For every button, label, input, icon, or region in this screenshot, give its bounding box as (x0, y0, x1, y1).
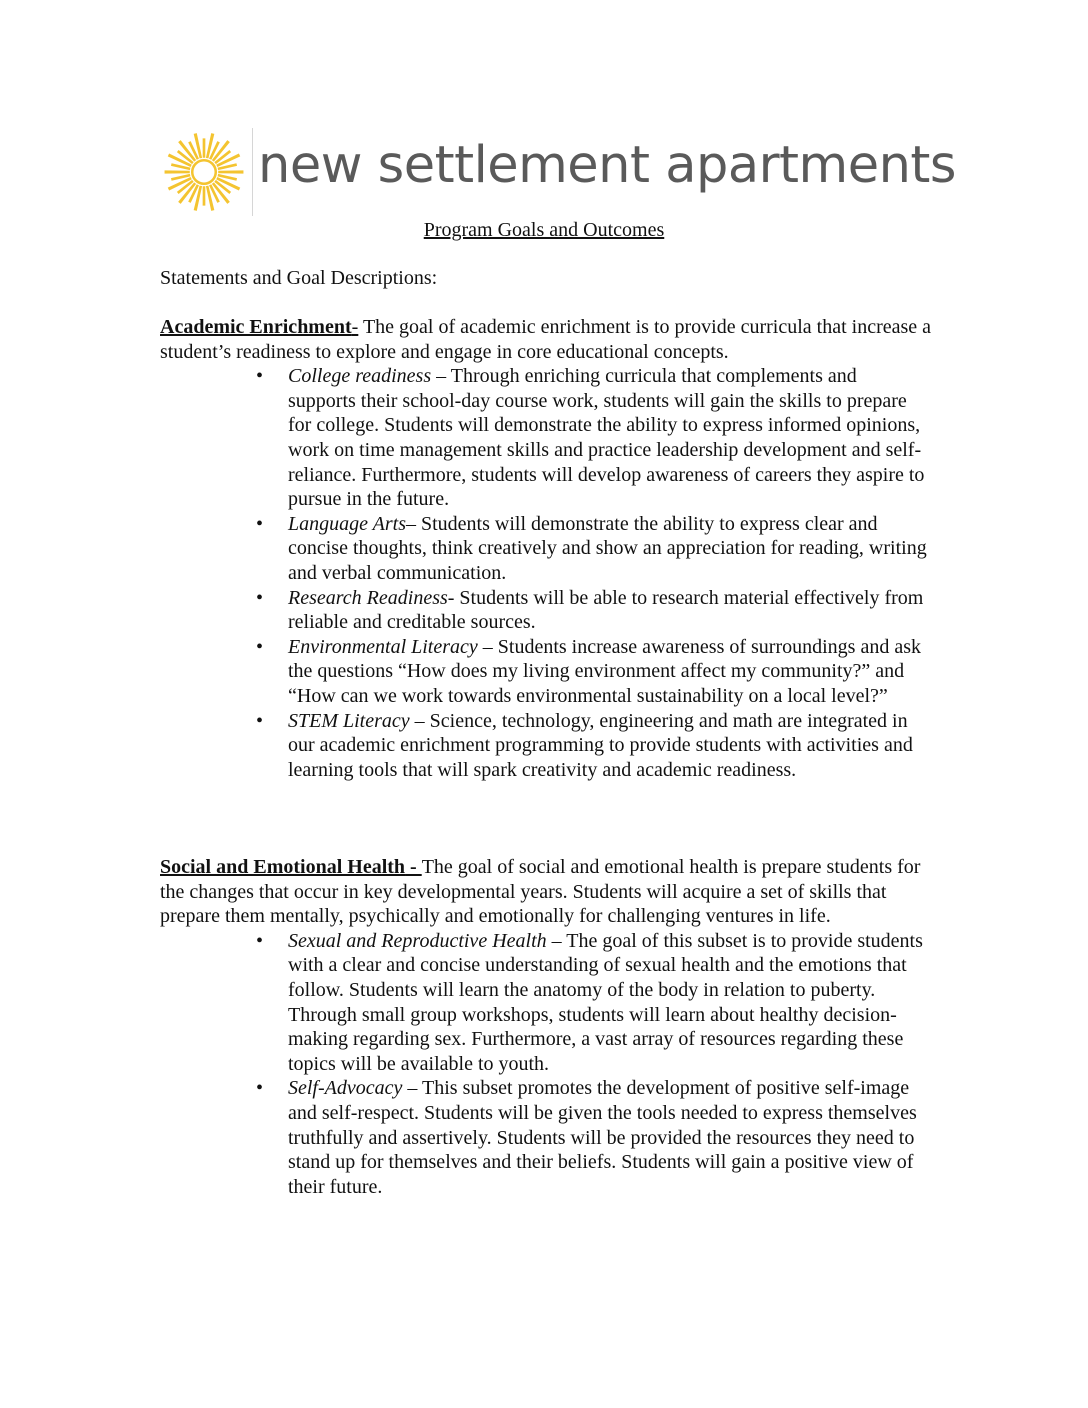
list-item (256, 635, 928, 709)
item-term: College readiness (288, 365, 432, 388)
item-term: STEM Literacy (288, 709, 410, 732)
item-term: Research Readiness (288, 586, 448, 609)
item-text: – Through enriching curricula that complements and supports their school-day course work, students will gain the skills to prepare for college. Students will demonstrate the ability to express informed opinions, work on time management skills and practice leadership development and self-reliance. Furthermore, students will develop awareness of careers they aspire to pursue in the future. (288, 365, 925, 511)
bullet-icon: • (256, 709, 264, 732)
list-item (256, 709, 928, 783)
intro-text: Statements and Goal Descriptions: (160, 267, 438, 289)
bullet-list (160, 364, 940, 782)
section-academic-enrichment (160, 315, 940, 782)
item-text: – This subset promotes the development of positive self-image and self-respect. Students will be given the tools needed to express themselves truthfully and assertively. Students will be provided the resources they need to stand up for themselves and their beliefs. Students will gain a positive view of their future. (288, 1077, 917, 1198)
logo (162, 128, 962, 218)
item-term: Sexual and Reproductive Health (288, 929, 547, 952)
item-term: Self-Advocacy (288, 1077, 403, 1100)
list-item (256, 512, 928, 586)
section-heading: Academic Enrichment (160, 316, 352, 338)
section-paragraph (160, 315, 940, 364)
logo-text: new settlement apartments (258, 136, 956, 195)
sun-ray (203, 138, 206, 157)
list-item (256, 586, 928, 635)
item-text: – Science, technology, engineering and math are integrated in our academic enrichment programming to provide students with activities and learning tools that will spark creativity and academic readiness. (288, 709, 913, 781)
item-text: – Students will demonstrate the ability to express clear and concise thoughts, think creatively and show an appreciation for reading, writing and verbal communication. (288, 512, 927, 584)
section-heading: Social and Emotional Health (160, 856, 406, 878)
sun-ray (218, 170, 243, 173)
sun-ring (192, 160, 216, 184)
sunburst-logo-icon (162, 130, 246, 214)
bullet-list (160, 929, 940, 1200)
page-title: Program Goals and Outcomes (423, 219, 665, 241)
list-item (256, 1076, 928, 1199)
section-social-emotional-health (160, 855, 940, 1199)
item-text: – The goal of this subset is to provide students with a clear and concise understanding of sexual health and the emotions that follow. Students will learn the anatomy of the body in relation to puberty. Through small group workshops, students will learn about healthy decision-making regarding sex. Furthermore, a vast array of resources regarding these topics will be available to youth. (288, 929, 923, 1075)
section-description: The goal of social and emotional health is prepare students for the changes that occur in key developmental years. Students will acquire a set of skills that prepare them mentally, psychically and emotionally for challenging ventures in life. (160, 856, 921, 928)
section-heading-tail: - (351, 316, 359, 338)
item-text: – Students increase awareness of surroundings and ask the questions “How does my living environment affect my community?” and “How can we work towards environmental sustainability on a local level?” (288, 635, 922, 707)
section-heading-tail: - (405, 856, 422, 878)
logo-divider (252, 128, 253, 216)
section-paragraph (160, 855, 940, 929)
item-term: Environmental Literacy (288, 635, 478, 658)
bullet-icon: • (256, 586, 264, 609)
bullet-icon: • (256, 635, 264, 658)
section-description: The goal of academic enrichment is to provide curricula that increase a student’s readiness to explore and engage in core educational concepts. (160, 316, 932, 363)
list-item (256, 364, 928, 512)
item-term: Language Arts (288, 512, 406, 535)
item-text: - Students will be able to research material effectively from reliable and creditable sources. (288, 586, 924, 634)
list-item (256, 929, 928, 1077)
sun-ray (165, 170, 190, 173)
bullet-icon: • (256, 1077, 264, 1100)
bullet-icon: • (256, 929, 264, 952)
sun-ray (203, 186, 206, 205)
bullet-icon: • (256, 365, 264, 388)
bullet-icon: • (256, 512, 264, 535)
